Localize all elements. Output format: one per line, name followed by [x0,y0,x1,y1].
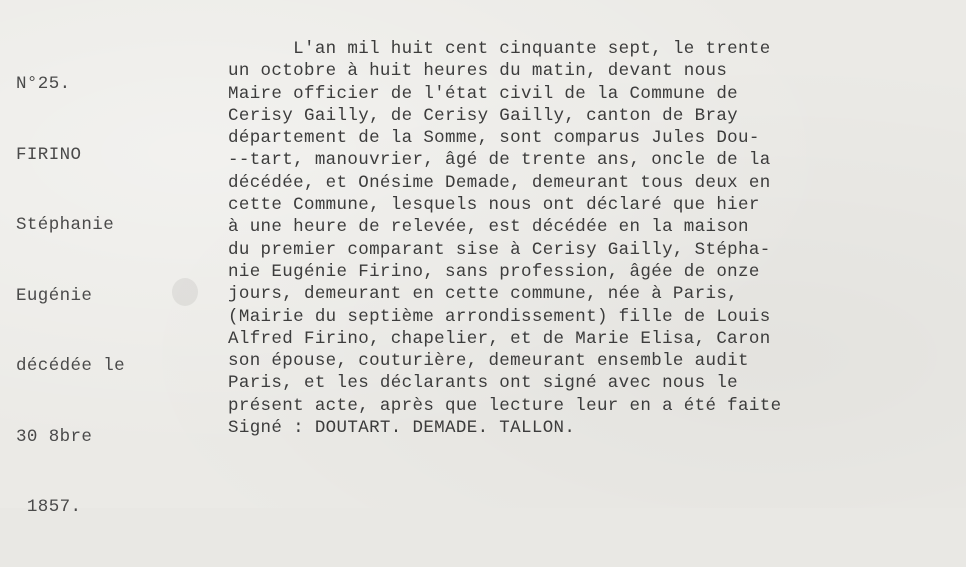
surname: FIRINO [16,144,82,165]
act-line: présent acte, après que lecture leur en a été faite [228,395,782,416]
signatures-line: Signé : DOUTART. DEMADE. TALLON. [228,418,576,439]
act-line: un octobre à huit heures du matin, devant nous [228,61,728,82]
act-line: cette Commune, lesquels nous ont déclaré que hier [228,195,760,216]
act-line: département de la Somme, sont comparus Jules Dou- [228,128,760,149]
act-line: jours, demeurant en cette commune, née à Paris, [228,284,739,305]
act-line: L'an mil huit cent cinquante sept, le trente [228,39,771,59]
act-line: --tart, manouvrier, âgé de trente ans, oncle de la [228,150,771,171]
first-name: Stéphanie [16,215,115,235]
act-line: Maire officier de l'état civil de la Commune de [228,83,739,104]
death-year: 1857. [16,497,82,517]
record-number: N°25. [16,74,71,94]
act-line: du premier comparant sise à Cerisy Gailly, Stépha- [228,239,771,260]
middle-name: Eugénie [16,285,93,306]
paper-stain [172,278,198,306]
act-line: Paris, et les déclarants ont signé avec nous le [228,373,739,394]
act-line: Cerisy Gailly, de Cerisy Gailly, canton de Bray [228,105,739,126]
death-act-text [228,38,963,439]
act-line: nie Eugénie Firino, sans profession, âgée de onze [228,261,760,282]
act-line: son épouse, couturière, demeurant ensemble audit [228,351,749,372]
deceased-label: décédée le [16,356,126,376]
act-line: (Mairie du septième arrondissement) fille de Louis [228,306,771,327]
act-line: à une heure de relevée, est décédée en la maison [228,217,749,238]
death-date: 30 8bre [16,426,93,447]
act-line: décédée, et Onésime Demade, demeurant tous deux en [228,172,771,193]
margin-annotation [16,26,125,567]
act-line: Alfred Firino, chapelier, et de Marie Elisa, Caron [228,328,771,349]
